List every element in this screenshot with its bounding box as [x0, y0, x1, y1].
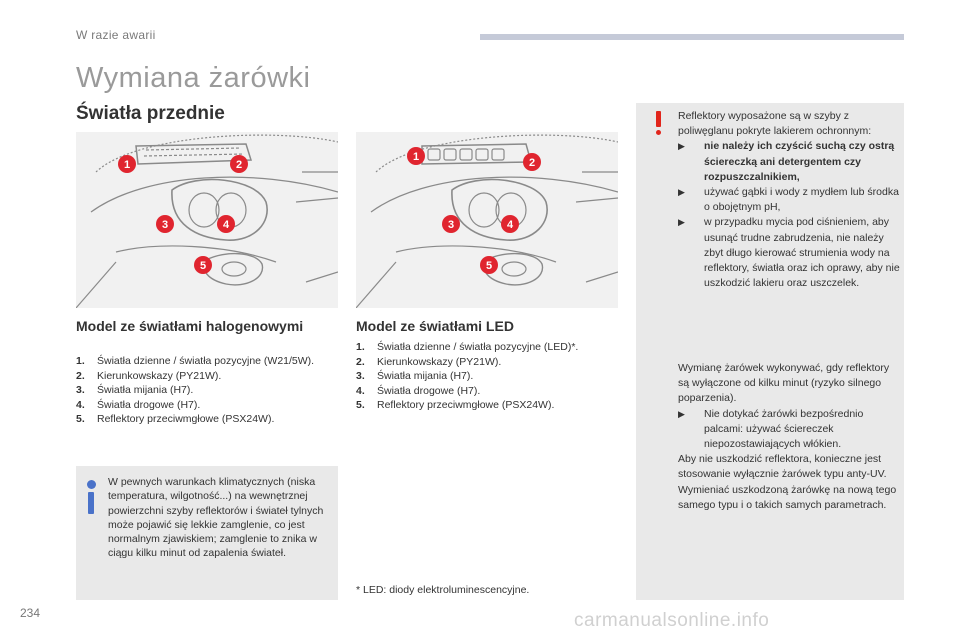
bullet-arrow-icon: ▶	[678, 141, 685, 152]
page-title: Wymiana żarówki	[76, 62, 311, 94]
list-item	[356, 355, 628, 370]
header-rule	[480, 34, 904, 40]
item-text: Światła dzienne / światła pozycyjne (W21/5W).	[97, 355, 315, 367]
item-number: 3.	[76, 384, 85, 396]
item-text: Kierunkowskazy (PY21W).	[377, 355, 502, 368]
list-item	[356, 384, 628, 399]
list-item	[678, 407, 900, 453]
warning-intro: Reflektory wyposażone są w szyby z poliwęglanu pokryte lakierem ochronnym:	[678, 110, 872, 138]
led-footnote: * LED: diody elektroluminescencyjne.	[356, 584, 530, 596]
list-item	[678, 139, 900, 185]
warning-icon	[653, 111, 663, 135]
list-item	[76, 369, 326, 384]
list-item	[76, 354, 326, 369]
item-text: Światła drogowe (H7).	[97, 398, 201, 411]
halogen-model-heading: Model ze światłami halogenowymi	[76, 318, 304, 334]
item-text: Reflektory przeciwmgłowe (PSX24W).	[377, 399, 555, 411]
item-number: 2.	[76, 369, 85, 382]
item-text: Światła mijania (H7).	[97, 384, 194, 396]
warning-bullet: w przypadku mycia pod ciśnieniem, aby usunąć trudne zabrudzenia, nie należy zbyt długo kierować strumienia wody na reflektory, światła oraz ich oprawy, aby nie uszkodzić lakieru oraz uszczelek.	[704, 216, 900, 290]
info-note-box	[76, 466, 338, 600]
marker-3-label: 3	[447, 219, 455, 231]
warning-cleaning-block	[678, 109, 900, 291]
list-item	[356, 398, 628, 413]
warning-paragraph: Wymieniać uszkodzoną żarówkę na nową tego samego typu i o takich samych parametrach.	[678, 483, 897, 511]
marker-4-label: 4	[222, 219, 230, 231]
led-headlamp-drawing	[356, 132, 618, 308]
item-number: 1.	[356, 341, 365, 353]
warning-paragraph: Aby nie uszkodzić reflektora, konieczne jest stosowanie wyłącznie żarówek typu anty-UV.	[678, 453, 887, 481]
list-item	[76, 398, 326, 413]
item-text: Światła drogowe (H7).	[377, 384, 481, 397]
marker-1-label: 1	[412, 151, 420, 163]
halogen-bulb-list	[76, 354, 326, 427]
bullet-arrow-icon: ▶	[678, 217, 685, 228]
list-item	[76, 383, 326, 398]
warning-box	[636, 103, 904, 600]
section-subtitle: Światła przednie	[76, 103, 225, 124]
info-icon	[86, 480, 96, 514]
list-item	[356, 340, 628, 355]
warning-bullet: Nie dotykać żarówki bezpośrednio palcami: używać ściereczek niepozostawiających włókien.	[704, 407, 864, 451]
item-number: 1.	[76, 355, 85, 367]
led-headlamp-illustration	[356, 132, 618, 308]
item-number: 5.	[76, 413, 85, 425]
item-text: Światła dzienne / światła pozycyjne (LED)*.	[377, 341, 579, 353]
item-text: Reflektory przeciwmgłowe (PSX24W).	[97, 413, 275, 425]
marker-2-label: 2	[528, 157, 536, 169]
bulb-markers	[118, 155, 248, 274]
list-item	[678, 215, 900, 291]
bulb-markers-led	[407, 147, 541, 274]
warning-bullet-list	[678, 407, 900, 453]
info-note-text: W pewnych warunkach klimatycznych (niska temperatura, wilgotność...) na wewnętrznej powierzchni szyby reflektorów i świateł tylnych może pojawić się lekkie zamglenie, co jest normalnym zjawiskiem; zamglenie to znika w ciągu kilku minut od zapalenia świateł.	[108, 476, 324, 560]
led-bulb-list	[356, 340, 628, 413]
marker-5-label: 5	[199, 260, 207, 272]
page-number: 234	[20, 606, 41, 620]
item-number: 5.	[356, 399, 365, 411]
warning-replacement-block	[678, 361, 900, 513]
item-number: 2.	[356, 355, 365, 368]
list-item	[76, 412, 326, 427]
item-number: 3.	[356, 370, 365, 382]
warning-paragraph: Wymianę żarówek wykonywać, gdy reflektory są wyłączone od kilku minut (ryzyko silnego poparzenia).	[678, 362, 890, 405]
item-number: 4.	[356, 384, 365, 397]
item-text: Kierunkowskazy (PY21W).	[97, 369, 222, 382]
list-item	[356, 369, 628, 384]
item-number: 4.	[76, 398, 85, 411]
list-item	[678, 185, 900, 215]
marker-1-label: 1	[123, 159, 131, 171]
halogen-headlamp-drawing	[76, 132, 338, 308]
section-label: W razie awarii	[76, 28, 156, 42]
marker-4-label: 4	[506, 219, 514, 231]
watermark: carmanualsonline.info	[574, 610, 770, 631]
marker-5-label: 5	[485, 260, 493, 272]
marker-2-label: 2	[235, 159, 243, 171]
item-text: Światła mijania (H7).	[377, 370, 474, 382]
led-model-heading: Model ze światłami LED	[356, 318, 514, 334]
warning-bullet-list	[678, 139, 900, 291]
bullet-arrow-icon: ▶	[678, 408, 685, 419]
warning-bullet: używać gąbki i wody z mydłem lub środka o obojętnym pH,	[704, 186, 899, 214]
halogen-headlamp-illustration	[76, 132, 338, 308]
bullet-arrow-icon: ▶	[678, 187, 685, 198]
warning-bullet-bold: nie należy ich czyścić suchą czy ostrą ściereczką ani detergentem czy rozpuszczalnikiem,	[704, 140, 895, 183]
marker-3-label: 3	[161, 219, 169, 231]
